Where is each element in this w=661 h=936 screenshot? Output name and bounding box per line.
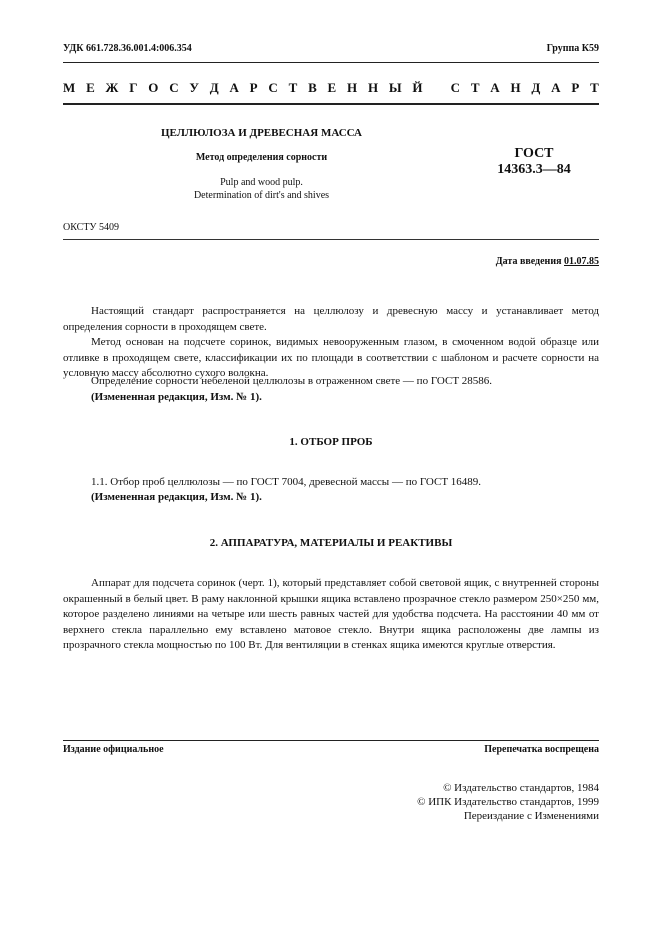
banner-letter: Н [367, 80, 379, 95]
banner-divider [63, 103, 599, 105]
section-heading-apparatus: 2. АППАРАТУРА, МАТЕРИАЛЫ И РЕАКТИВЫ [209, 537, 453, 549]
banner-letter: Н [347, 80, 358, 95]
reissue-note: Переиздание с Изменениями [463, 810, 599, 822]
banner-letter: Г [129, 80, 138, 95]
footer-divider [63, 740, 599, 741]
banner-letter: Т [470, 80, 480, 95]
copyright-1984: © Издательство стандартов, 1984 [443, 782, 599, 794]
document-title: ЦЕЛЛЮЛОЗА И ДРЕВЕСНАЯ МАССА [160, 127, 363, 139]
okstu-divider [63, 239, 599, 240]
paragraph-scope: Настоящий стандарт распространяется на целлюлозу и древесную массу и устанавливает метод определения сорности в проходящем свете. [63, 305, 599, 333]
gost-number: 14363.3—84 [497, 162, 571, 177]
banner-letter [433, 80, 440, 96]
introduction-date-label: Дата введения [495, 256, 562, 267]
introduction-date-value: 01.07.85 [564, 256, 599, 267]
banner-letter: Д [209, 80, 219, 95]
banner-letter: Р [249, 80, 258, 95]
banner-letter: С [450, 80, 461, 95]
group-code: Группа К59 [546, 43, 599, 54]
official-edition-note: Издание официальное [63, 744, 164, 755]
section-heading-sampling: 1. ОТБОР ПРОБ [289, 436, 373, 448]
banner-letter: Ы [388, 80, 402, 95]
english-title-line1: Pulp and wood pulp. [220, 177, 303, 188]
okstu-code: ОКСТУ 5409 [63, 222, 120, 233]
paragraph-method: Метод основан на подсчете соринок, видимых невооруженным глазом, в смоченном водой образце или отливке в проходящем свете, классификации их по площади в соответствии с шаблоном и расчете сорности на условную массу абсолютно сухого волокна. [63, 336, 599, 379]
top-divider [63, 62, 599, 63]
banner-letter: О [148, 80, 159, 95]
banner-letter: С [169, 80, 179, 95]
banner-letter: Е [86, 80, 95, 95]
banner-letter: С [268, 80, 278, 95]
gost-designation [470, 146, 598, 178]
paragraph-reference: Определение сорности небеленой целлюлозы в отраженном свете — по ГОСТ 28586. [91, 375, 493, 387]
copyright-1999: © ИПК Издательство стандартов, 1999 [417, 796, 599, 808]
gost-label: ГОСТ [514, 146, 554, 161]
banner-letter: Е [327, 80, 337, 95]
banner-letter: Т [590, 80, 599, 95]
banner-letter: А [229, 80, 239, 95]
banner-letter: Т [288, 80, 298, 95]
banner-letter: А [490, 80, 500, 95]
reprint-prohibited-note: Перепечатка воспрещена [484, 744, 599, 755]
banner-letter: Й [412, 80, 423, 95]
paragraph-sampling: 1.1. Отбор проб целлюлозы — по ГОСТ 7004, древесной массы — по ГОСТ 16489. [91, 476, 482, 488]
english-title-line2: Determination of dirt's and shives [193, 190, 330, 201]
banner-letter: В [308, 80, 317, 95]
banner-letter: Д [531, 80, 541, 95]
introduction-date [496, 256, 599, 267]
standard-banner [63, 80, 599, 96]
banner-letter: У [189, 80, 199, 95]
udk-code: УДК 661.728.36.001.4:006.354 [63, 43, 192, 54]
banner-letter: Ж [105, 80, 119, 95]
paragraph-apparatus: Аппарат для подсчета соринок (черт. 1), который представляет собой световой ящик, с внутренней стороны окрашенный в белый цвет. В раму наклонной крышки ящика вставлено прозрачное стекло размером 250×250 мм, которое разделено линиями на четыре или шесть равных частей для удобства подсчета. На расстоянии 40 мм от верхнего стекла параллельно ему вставлено матовое стекло. Внутри ящика расположены две лампы из прозрачного стекла мощностью по 100 Вт. Для вентиляции в стенках ящика имеются круглые отверстия. [63, 577, 599, 651]
banner-letter: Р [571, 80, 580, 95]
banner-letter: А [551, 80, 561, 95]
document-subtitle: Метод определения сорности [195, 152, 328, 163]
amendment-note-2: (Измененная редакция, Изм. № 1). [91, 491, 262, 503]
standard-banner-letters [63, 80, 599, 96]
banner-letter: Н [510, 80, 521, 95]
amendment-note-1: (Измененная редакция, Изм. № 1). [91, 391, 262, 403]
banner-letter: М [63, 80, 76, 95]
